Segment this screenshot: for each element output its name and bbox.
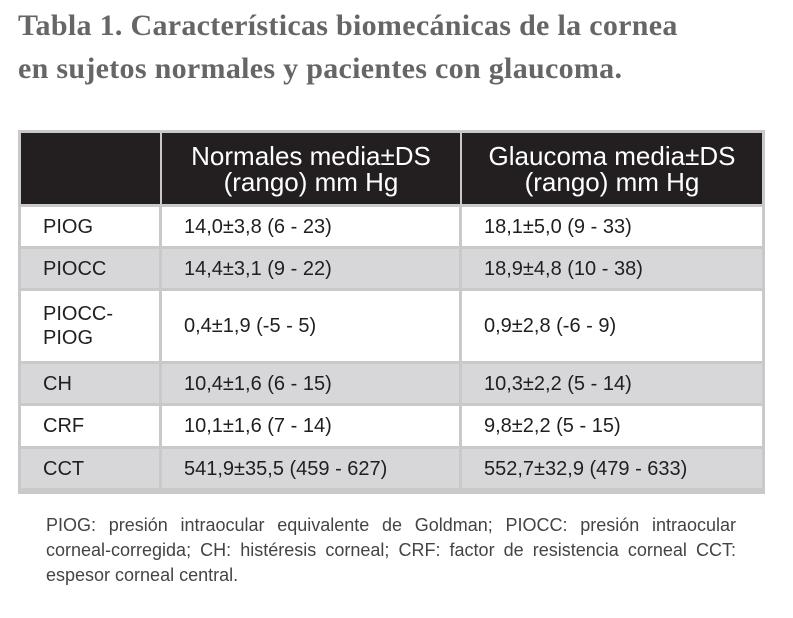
cell-normales: 541,9±35,5 (459 - 627)	[162, 446, 462, 488]
table-row-crf	[21, 403, 762, 446]
cell-parameter: CCT	[21, 446, 162, 488]
header-glaucoma	[462, 133, 762, 204]
cell-glaucoma: 0,9±2,8 (-6 - 9)	[462, 288, 762, 361]
header-normales-line-1: Normales media±DS	[191, 140, 431, 171]
biomechanics-table	[21, 133, 762, 488]
cell-glaucoma: 18,1±5,0 (9 - 33)	[462, 204, 762, 246]
table-footnote: PIOG: presión intraocular equivalente de Goldman; PIOCC: presión intraocular corneal-corregida; CH: histéresis corneal; CRF: factor de resistencia corneal CCT: espesor corneal central.	[46, 515, 736, 585]
cell-parameter-line-1: PIOCC-	[43, 303, 113, 325]
cell-normales: 14,4±3,1 (9 - 22)	[162, 246, 462, 288]
cell-normales: 10,1±1,6 (7 - 14)	[162, 403, 462, 446]
biomechanics-table-frame	[18, 130, 765, 494]
table-title	[18, 4, 778, 90]
table-title-line-1: Tabla 1. Características biomecánicas de la cornea	[18, 9, 678, 42]
cell-parameter: CH	[21, 361, 162, 403]
cell-parameter: PIOG	[21, 204, 162, 246]
cell-normales: 14,0±3,8 (6 - 23)	[162, 204, 462, 246]
cell-glaucoma: 9,8±2,2 (5 - 15)	[462, 403, 762, 446]
cell-parameter: CRF	[21, 403, 162, 446]
cell-glaucoma: 10,3±2,2 (5 - 14)	[462, 361, 762, 403]
header-normales-line-2: (rango) mm Hg	[223, 166, 399, 197]
header-glaucoma-line-1: Glaucoma media±DS	[488, 140, 736, 171]
cell-glaucoma: 552,7±32,9 (479 - 633)	[462, 446, 762, 488]
table-title-line-2: en sujetos normales y pacientes con glaucoma.	[18, 52, 623, 85]
cell-normales: 0,4±1,9 (-5 - 5)	[162, 288, 462, 361]
cell-glaucoma: 18,9±4,8 (10 - 38)	[462, 246, 762, 288]
table-header-row	[21, 133, 762, 204]
cell-parameter-line-2: PIOG	[43, 327, 94, 349]
table-row-piocc	[21, 246, 762, 288]
table-row-ch	[21, 361, 762, 403]
cell-parameter	[21, 288, 162, 361]
header-parameter	[21, 133, 162, 204]
cell-normales: 10,4±1,6 (6 - 15)	[162, 361, 462, 403]
table-row-piog	[21, 204, 762, 246]
header-normales	[162, 133, 462, 204]
table-row-piocc-piog	[21, 288, 762, 361]
table-row-cct	[21, 446, 762, 488]
cell-parameter: PIOCC	[21, 246, 162, 288]
header-glaucoma-line-2: (rango) mm Hg	[524, 166, 700, 197]
